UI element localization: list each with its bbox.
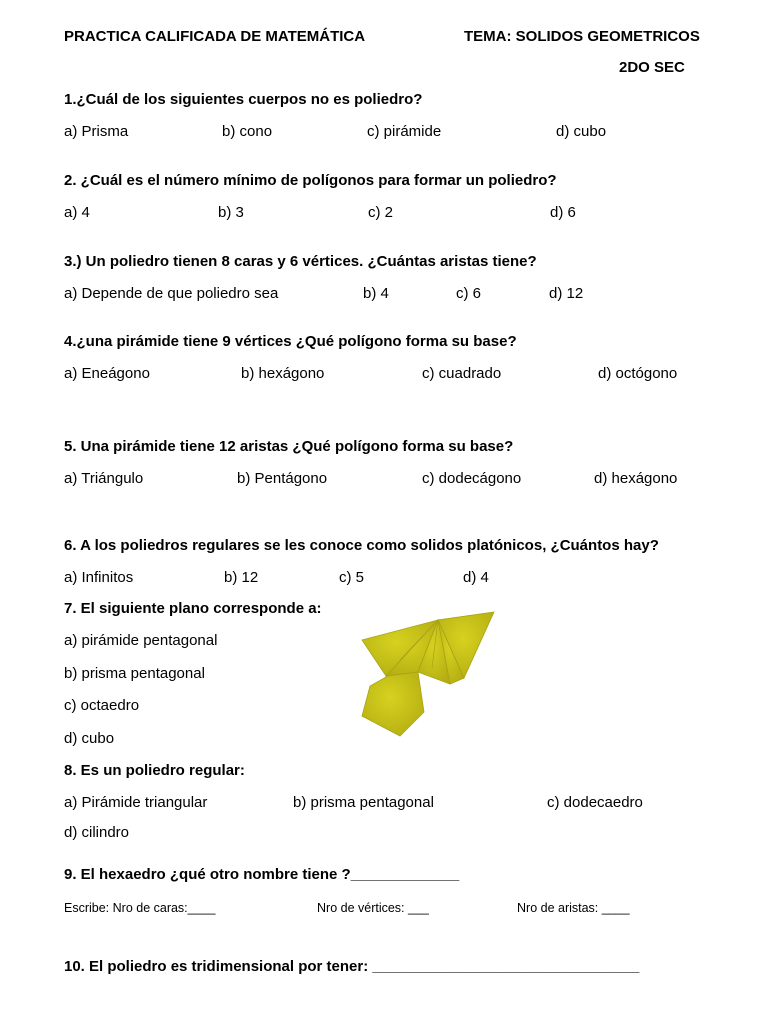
q9-faces-blank[interactable]: Escribe: Nro de caras:____ xyxy=(64,901,216,915)
question-4: 4.¿una pirámide tiene 9 vértices ¿Qué polígono forma su base? xyxy=(64,333,517,350)
q4-option-c: c) cuadrado xyxy=(422,365,502,382)
q1-option-a: a) Prisma xyxy=(64,123,129,140)
q3-option-b: b) 4 xyxy=(363,285,389,302)
question-2: 2. ¿Cuál es el número mínimo de polígonos para formar un poliedro? xyxy=(64,172,557,189)
q7-option-a: a) pirámide pentagonal xyxy=(64,632,218,649)
q4-option-d: d) octógono xyxy=(598,365,678,382)
question-10: 10. El poliedro es tridimensional por tener: ________________________________ xyxy=(64,958,640,975)
q4-option-b: b) hexágono xyxy=(241,365,325,382)
question-9: 9. El hexaedro ¿qué otro nombre tiene ?_____________ xyxy=(64,866,460,883)
worksheet-title: PRACTICA CALIFICADA DE MATEMÁTICA xyxy=(64,28,366,45)
question-6: 6. A los poliedros regulares se les conoce como solidos platónicos, ¿Cuántos hay? xyxy=(64,537,659,554)
worksheet-grade: 2DO SEC xyxy=(619,59,685,76)
question-3: 3.) Un poliedro tienen 8 caras y 6 vértices. ¿Cuántas aristas tiene? xyxy=(64,253,537,270)
q5-option-a: a) Triángulo xyxy=(64,470,144,487)
q8-option-c: c) dodecaedro xyxy=(547,794,643,811)
q2-option-b: b) 3 xyxy=(218,204,244,221)
q2-option-c: c) 2 xyxy=(368,204,394,221)
q7-option-c: c) octaedro xyxy=(64,697,140,714)
q1-option-c: c) pirámide xyxy=(367,123,442,140)
q8-option-d: d) cilindro xyxy=(64,824,130,841)
question-1: 1.¿Cuál de los siguientes cuerpos no es poliedro? xyxy=(64,91,423,108)
q7-option-d: d) cubo xyxy=(64,730,115,747)
q7-option-b: b) prisma pentagonal xyxy=(64,665,205,682)
q5-option-b: b) Pentágono xyxy=(237,470,328,487)
q9-edges-blank[interactable]: Nro de aristas: ____ xyxy=(517,901,630,915)
q6-option-c: c) 5 xyxy=(339,569,365,586)
q3-option-c: c) 6 xyxy=(456,285,482,302)
q1-option-d: d) cubo xyxy=(556,123,607,140)
q4-option-a: a) Eneágono xyxy=(64,365,150,382)
question-5: 5. Una pirámide tiene 12 aristas ¿Qué polígono forma su base? xyxy=(64,438,514,455)
q5-option-c: c) dodecágono xyxy=(422,470,522,487)
question-8: 8. Es un poliedro regular: xyxy=(64,762,245,779)
q1-option-b: b) cono xyxy=(222,123,273,140)
q6-option-b: b) 12 xyxy=(224,569,259,586)
q5-option-d: d) hexágono xyxy=(594,470,678,487)
pentagonal-pyramid-net-image xyxy=(360,608,500,740)
q8-option-b: b) prisma pentagonal xyxy=(293,794,434,811)
question-7: 7. El siguiente plano corresponde a: xyxy=(64,600,322,617)
q3-option-d: d) 12 xyxy=(549,285,584,302)
q8-option-a: a) Pirámide triangular xyxy=(64,794,208,811)
q2-option-d: d) 6 xyxy=(550,204,576,221)
q6-option-d: d) 4 xyxy=(463,569,489,586)
q2-option-a: a) 4 xyxy=(64,204,90,221)
q9-vertices-blank[interactable]: Nro de vértices: ___ xyxy=(317,901,429,915)
q3-option-a: a) Depende de que poliedro sea xyxy=(64,285,279,302)
worksheet-topic: TEMA: SOLIDOS GEOMETRICOS xyxy=(464,28,700,45)
q6-option-a: a) Infinitos xyxy=(64,569,134,586)
